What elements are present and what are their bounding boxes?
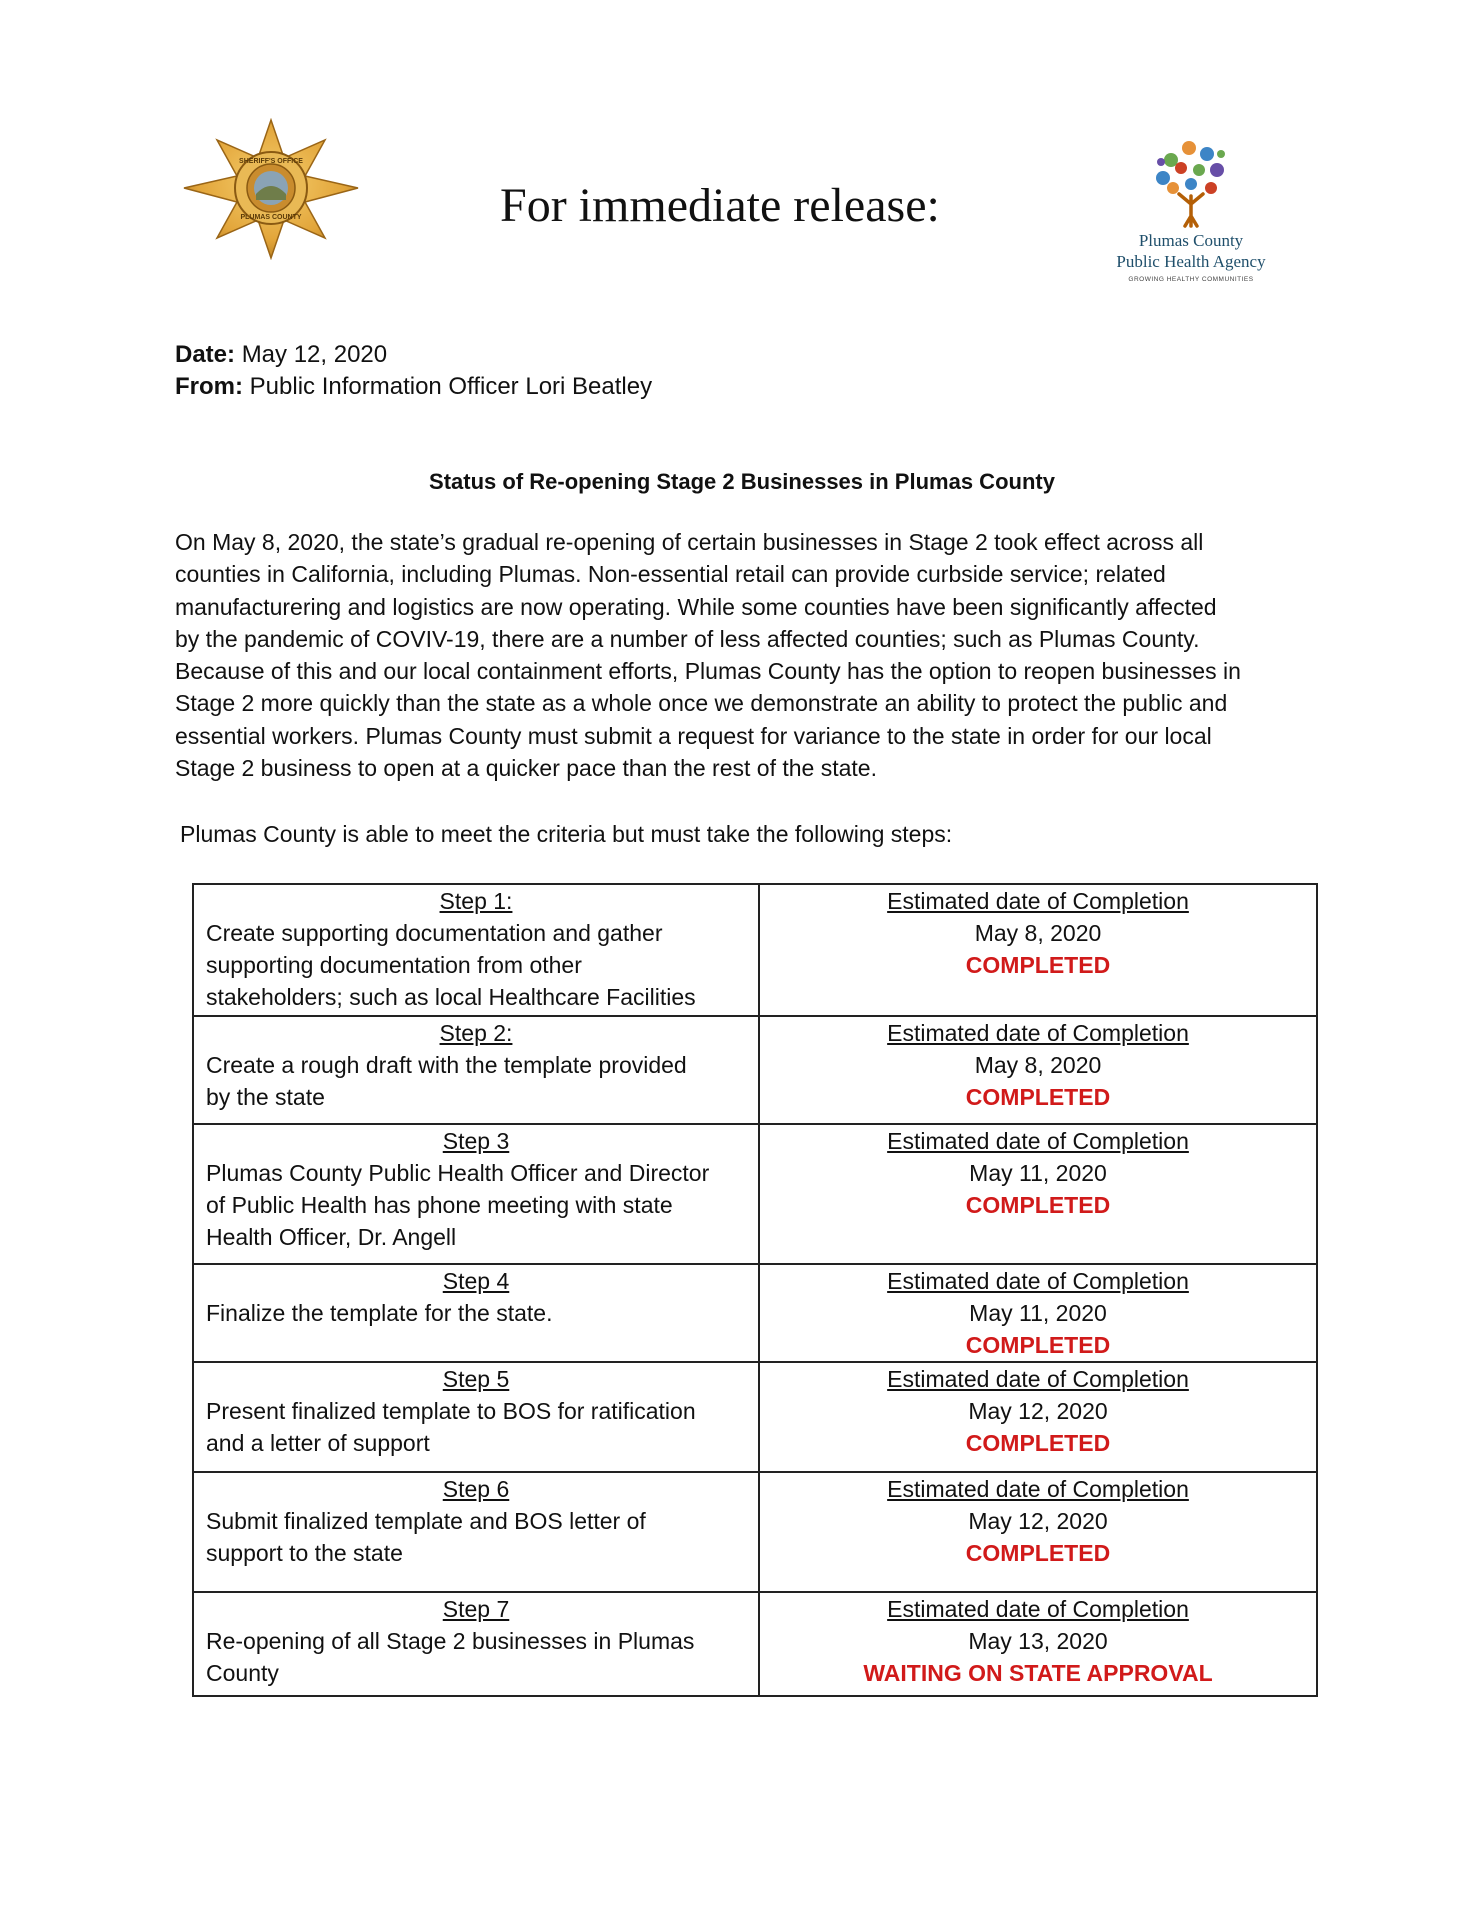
date-label: Date: [175,341,236,368]
steps-intro: Plumas County is able to meet the criteria but must take the following steps: [180,821,953,847]
star-badge-icon [180,118,362,260]
step-label: Step 6 [442,1476,510,1502]
completion-cell [759,884,1317,1016]
from-value: Public Information Officer Lori Beatley [249,373,653,400]
completion-date: May 12, 2020 [968,1398,1108,1424]
completion-date: May 8, 2020 [974,1052,1102,1078]
step-description: Submit finalized template and BOS letter of support to the state [206,1508,646,1566]
status-badge: COMPLETED [965,1430,1111,1456]
status-badge: COMPLETED [965,1332,1111,1358]
completion-date: May 11, 2020 [969,1300,1107,1326]
step-cell [193,884,759,1016]
step-label: Step 1: [439,888,513,914]
table-row [193,1592,1317,1696]
date-row [175,340,387,370]
completion-date: May 11, 2020 [969,1160,1107,1186]
from-row [175,372,652,402]
steps-table [192,883,1318,1697]
steps-table-body [193,884,1317,1696]
headline: For immediate release: [500,179,940,232]
status-badge: COMPLETED [965,1192,1111,1218]
completion-date: May 12, 2020 [968,1508,1108,1534]
completion-heading: Estimated date of Completion [887,1128,1189,1154]
completion-cell [759,1264,1317,1362]
status-badge: WAITING ON STATE APPROVAL [863,1660,1213,1686]
table-row [193,1362,1317,1472]
completion-heading: Estimated date of Completion [887,1366,1189,1392]
completion-heading: Estimated date of Completion [887,1596,1189,1622]
step-description: Plumas County Public Health Officer and Director of Public Health has phone meeting with state Health Officer, Dr. Angell [206,1160,710,1250]
table-row [193,1016,1317,1124]
date-value: May 12, 2020 [241,341,388,368]
completion-heading: Estimated date of Completion [887,888,1189,914]
health-agency-name-line2: Public Health Agency [1116,252,1266,271]
body-paragraph: On May 8, 2020, the state’s gradual re-opening of certain businesses in Stage 2 took effect across all counties in California, including Plumas. Non-essential retail can provide curbside service; related manufacturering and logistics are now operating. While some counties have been significantly affected by the pandemic of COVIV-19, there are a number of less affected counties; such as Plumas County. Because of this and our local containment efforts, Plumas County has the option to reopen businesses in Stage 2 more quickly than the state as a whole once we demonstrate an ability to protect the public and essential workers. Plumas County must submit a request for variance to the state in order for our local Stage 2 business to open at a quicker pace than the rest of the state. [175,529,1241,782]
tree-logo-icon [1141,130,1241,230]
step-description: Create a rough draft with the template provided by the state [206,1052,687,1110]
step-description: Create supporting documentation and gather supporting documentation from other stakeholders; such as local Healthcare Facilities [206,920,696,1010]
step-cell [193,1472,759,1592]
completion-cell [759,1362,1317,1472]
sheriff-badge-logo [180,118,362,260]
completion-heading: Estimated date of Completion [887,1020,1189,1046]
step-label: Step 3 [442,1128,510,1154]
completion-cell [759,1124,1317,1264]
health-agency-name-line1: Plumas County [1138,231,1244,250]
step-label: Step 2: [439,1020,513,1046]
step-cell [193,1016,759,1124]
table-row [193,1472,1317,1592]
svg-text:PLUMAS COUNTY: PLUMAS COUNTY [240,214,302,221]
status-badge: COMPLETED [965,952,1111,978]
completion-heading: Estimated date of Completion [887,1268,1189,1294]
step-description: Present finalized template to BOS for ratification and a letter of support [206,1398,696,1456]
completion-heading: Estimated date of Completion [887,1476,1189,1502]
table-row [193,1264,1317,1362]
step-label: Step 5 [442,1366,510,1392]
status-badge: COMPLETED [965,1084,1111,1110]
svg-text:SHERIFF'S OFFICE: SHERIFF'S OFFICE [239,158,303,165]
completion-date: May 13, 2020 [968,1628,1108,1654]
document-title: Status of Re-opening Stage 2 Businesses in Plumas County [429,469,1055,494]
completion-date: May 8, 2020 [974,920,1102,946]
step-description: Re-opening of all Stage 2 businesses in Plumas County [206,1628,695,1686]
status-badge: COMPLETED [965,1540,1111,1566]
table-row [193,1124,1317,1264]
from-label: From: [175,373,243,400]
completion-cell [759,1016,1317,1124]
public-health-logo [1108,130,1274,290]
step-label: Step 4 [442,1268,510,1294]
step-label: Step 7 [442,1596,510,1622]
table-row [193,884,1317,1016]
step-cell [193,1592,759,1696]
health-agency-tagline: GROWING HEALTHY COMMUNITIES [1128,276,1254,283]
completion-cell [759,1472,1317,1592]
step-cell [193,1264,759,1362]
completion-cell [759,1592,1317,1696]
step-description: Finalize the template for the state. [206,1300,553,1326]
step-cell [193,1362,759,1472]
step-cell [193,1124,759,1264]
